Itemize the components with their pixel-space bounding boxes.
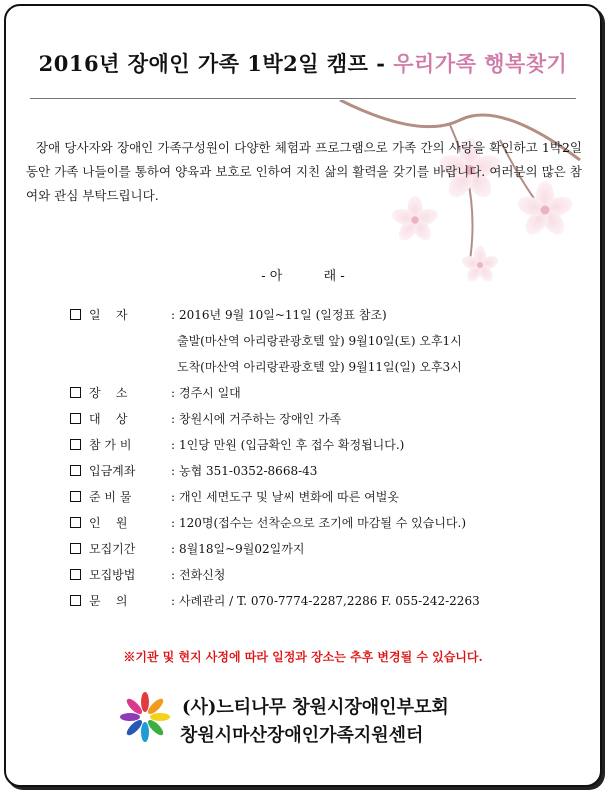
info-label: 일 자	[89, 308, 128, 322]
info-row	[70, 462, 570, 488]
info-row	[70, 384, 570, 410]
info-value: 전화신청	[179, 568, 226, 582]
checkbox-square-icon	[70, 569, 81, 580]
info-row	[70, 592, 570, 618]
organization-name	[180, 694, 500, 750]
info-label: 참 가 비	[89, 438, 132, 452]
info-label: 인 원	[89, 516, 128, 530]
checkbox-square-icon	[70, 309, 81, 320]
checkbox-square-icon	[70, 387, 81, 398]
info-row	[70, 332, 570, 358]
info-row	[70, 436, 570, 462]
info-row	[70, 410, 570, 436]
label-separator: :	[170, 438, 176, 452]
info-row	[70, 306, 570, 332]
info-label: 모집기간	[89, 542, 136, 556]
info-label: 모집방법	[89, 568, 136, 582]
info-row	[70, 540, 570, 566]
label-separator: :	[170, 516, 176, 530]
info-label: 입금계좌	[89, 464, 136, 478]
org-line-1: (사)느티나무 창원시장애인부모회	[182, 697, 449, 718]
info-value: 농협 351-0352-8668-43	[179, 464, 318, 478]
info-label: 준 비 물	[89, 490, 132, 504]
checkbox-square-icon	[70, 543, 81, 554]
checkbox-square-icon	[70, 465, 81, 476]
checkbox-square-icon	[70, 491, 81, 502]
label-separator: :	[170, 464, 176, 478]
info-value: 개인 세면도구 및 날씨 변화에 따른 여벌옷	[179, 490, 399, 504]
label-separator: :	[170, 568, 176, 582]
org-line-2: 창원시마산장애인가족지원센터	[180, 725, 424, 746]
info-row	[70, 566, 570, 592]
label-separator: :	[170, 594, 176, 608]
label-separator: :	[170, 386, 176, 400]
checkbox-square-icon	[70, 517, 81, 528]
info-value: 창원시에 거주하는 장애인 가족	[179, 412, 342, 426]
intro-paragraph	[26, 136, 582, 208]
info-value: 8월18일~9월02일까지	[179, 542, 305, 556]
checkbox-square-icon	[70, 595, 81, 606]
checkbox-square-icon	[70, 439, 81, 450]
info-value: 출발(마산역 아리랑관광호텔 앞) 9월10일(토) 오후1시	[177, 334, 462, 348]
info-label: 대 상	[89, 412, 128, 426]
label-separator: :	[170, 308, 176, 322]
info-value: 120명(접수는 선착순으로 조기에 마감될 수 있습니다.)	[179, 516, 466, 530]
info-row	[70, 514, 570, 540]
label-separator: :	[170, 490, 176, 504]
title-main: 2016년 장애인 가족 1박2일 캠프 -	[38, 51, 386, 76]
notice-text: ※기관 및 현지 사정에 따라 일정과 장소는 추후 변경될 수 있습니다.	[123, 650, 483, 664]
info-row	[70, 488, 570, 514]
label-separator: :	[170, 542, 176, 556]
info-value: 1인당 만원 (입금확인 후 접수 확정됩니다.)	[179, 438, 405, 452]
organization-logo-icon	[118, 690, 172, 744]
label-separator: :	[170, 412, 176, 426]
info-value: 2016년 9월 10일~11일 (일정표 참조)	[179, 308, 387, 322]
page-title	[0, 48, 606, 78]
title-divider	[30, 98, 576, 99]
info-row	[70, 358, 570, 384]
intro-text: 장애 당사자와 장애인 가족구성원이 다양한 체험과 프로그램으로 가족 간의 사랑을 확인하고 1박2일 동안 가족 나들이를 통하여 양육과 보호로 인하여 지친 삶의 활력을 갖기를 바랍니다. 여러분의 많은 참여와 관심 부탁드립니다.	[26, 140, 582, 203]
info-value: 도착(마산역 아리랑관광호텔 앞) 9월11일(일) 오후3시	[177, 360, 462, 374]
title-accent: 우리가족 행복찾기	[393, 51, 568, 76]
section-heading: - 아 래 -	[261, 269, 345, 284]
info-value: 사례관리 / T. 070-7774-2287,2286 F. 055-242-2263	[179, 594, 480, 608]
checkbox-square-icon	[70, 413, 81, 424]
info-label: 문 의	[89, 594, 128, 608]
info-list	[70, 306, 570, 618]
info-value: 경주시 일대	[179, 386, 241, 400]
info-label: 장 소	[89, 386, 128, 400]
